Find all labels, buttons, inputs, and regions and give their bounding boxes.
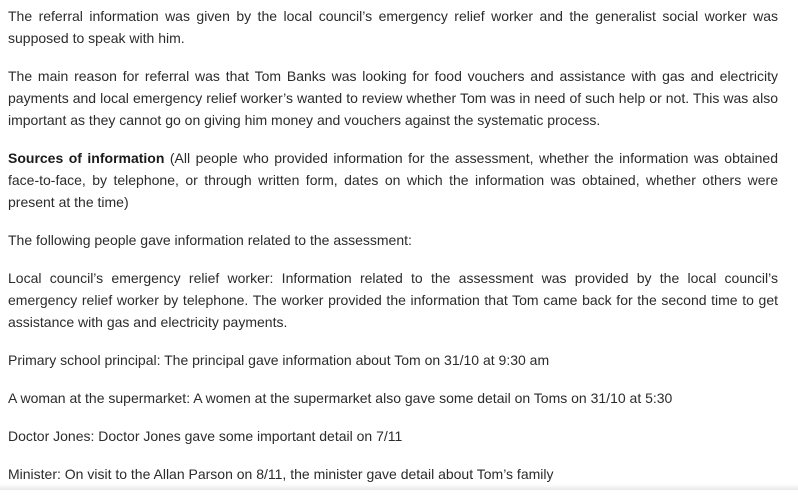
paragraph-referral-source: The referral information was given by the local council’s emergency relief worker and the generalist social worker was supposed to speak with him.: [8, 8, 778, 46]
bottom-edge-shadow: [0, 484, 798, 490]
paragraph-supermarket: A woman at the supermarket: A women at the supermarket also gave some detail on Toms on 31/10 at 5:30: [8, 390, 673, 406]
document-body: [8, 5, 778, 501]
paragraph-people-intro: The following people gave information related to the assessment:: [8, 232, 412, 248]
paragraph-sources: [8, 147, 778, 213]
paragraph-relief-worker: Local council’s emergency relief worker: Information related to the assessment was provided by the local council’s emergency relief worker by telephone. The worker provided the information that Tom came back for the second time to get assistance with gas and electricity payments.: [8, 270, 778, 330]
paragraph-minister: Minister: On visit to the Allan Parson on 8/11, the minister gave detail about Tom’s family: [8, 466, 554, 482]
paragraph-referral-reason: The main reason for referral was that Tom Banks was looking for food vouchers and assistance with gas and electricity payments and local emergency relief worker’s wanted to review whether Tom was in need of such help or not. This was also important as they cannot go on giving him money and vouchers against the systematic process.: [8, 68, 778, 128]
sources-heading: Sources of information: [8, 150, 165, 166]
paragraph-doctor: Doctor Jones: Doctor Jones gave some important detail on 7/11: [8, 428, 403, 444]
paragraph-principal: Primary school principal: The principal gave information about Tom on 31/10 at 9:30 am: [8, 352, 550, 368]
sources-description: (All people who provided information for the assessment, whether the information was obtained face-to-face, by telephone, or through written form, dates on which the information was obtained, whether others were present at the time): [8, 150, 778, 210]
